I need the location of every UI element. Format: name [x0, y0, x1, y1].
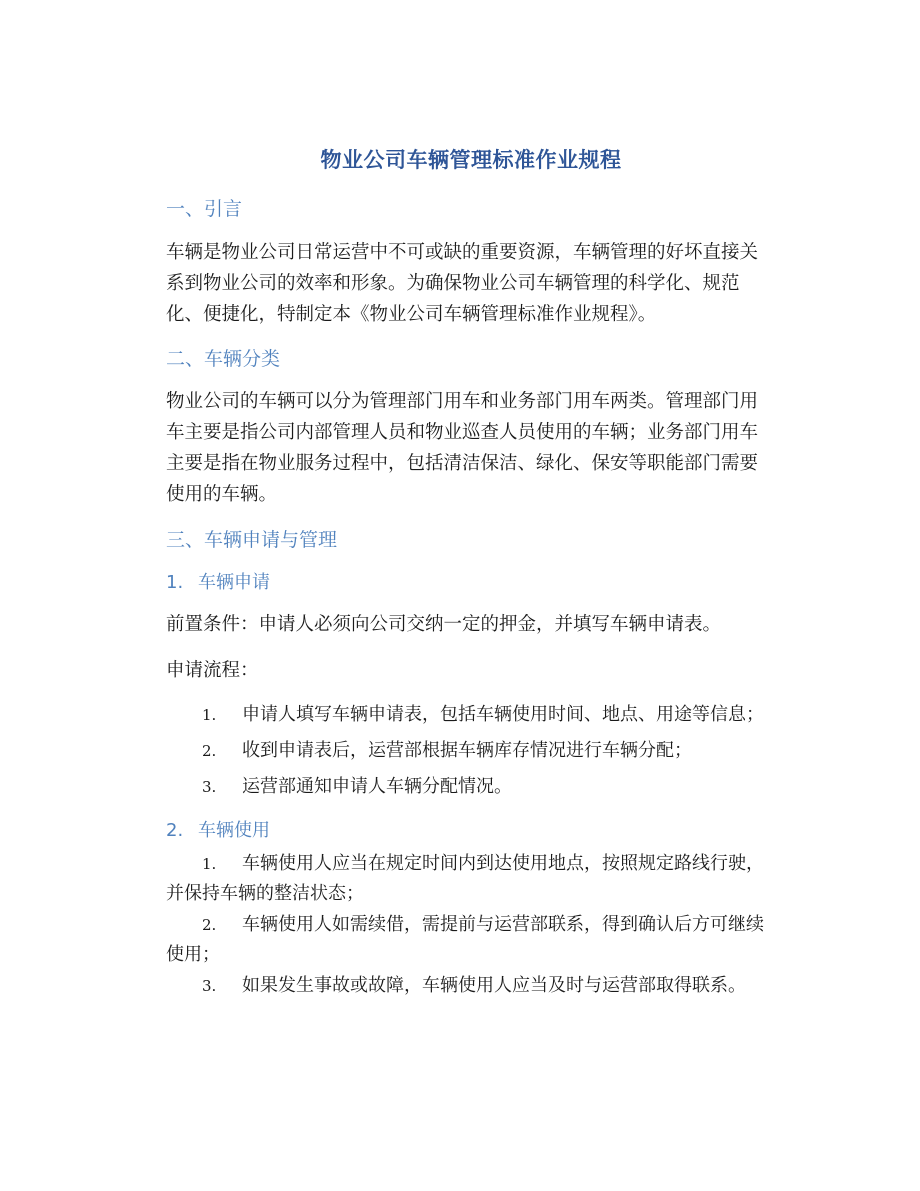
section-heading-application-management: 三、车辆申请与管理 — [166, 529, 338, 551]
subsection-heading-vehicle-application — [166, 569, 776, 597]
classification-paragraph: 物业公司的车辆可以分为管理部门用车和业务部门用车两类。管理部门用车主要是指公司内部管理人员和物业巡查人员使用的车辆；业务部门用车主要是指在物业服务过程中，包括清洁保洁、绿化、保安等职能部门需要使用的车辆。 — [166, 391, 759, 505]
list-item-number: 3. — [202, 977, 217, 995]
subsection-number: 1. — [166, 572, 184, 593]
precondition-paragraph: 前置条件：申请人必须向公司交纳一定的押金，并填写车辆申请表。 — [166, 614, 722, 635]
intro-paragraph: 车辆是物业公司日常运营中不可或缺的重要资源，车辆管理的好坏直接关系到物业公司的效率和形象。为确保物业公司车辆管理的科学化、规范化、便捷化，特制定本《物业公司车辆管理标准作业规程》。 — [166, 242, 759, 325]
list-item — [166, 700, 776, 730]
section-heading-intro: 一、引言 — [166, 198, 243, 220]
list-item-number: 2. — [202, 916, 217, 934]
section-heading-vehicle-classification: 二、车辆分类 — [166, 348, 281, 370]
list-item-number: 3. — [202, 778, 217, 796]
list-item — [166, 910, 776, 969]
document-page — [166, 140, 776, 1001]
list-item-number: 2. — [202, 742, 217, 760]
application-process-list — [166, 700, 776, 802]
vehicle-usage-list — [166, 849, 776, 1001]
process-label: 申请流程： — [166, 660, 259, 681]
list-item — [166, 971, 776, 1001]
list-item-text: 运营部通知申请人车辆分配情况。 — [242, 776, 512, 797]
list-item-text: 收到申请表后，运营部根据车辆库存情况进行车辆分配； — [242, 740, 692, 761]
subsection-title: 车辆申请 — [198, 572, 270, 593]
list-item-number: 1. — [202, 706, 217, 724]
subsection-heading-vehicle-usage — [166, 817, 776, 845]
list-item — [166, 849, 776, 908]
list-item-number: 1. — [202, 855, 217, 873]
list-item-text: 如果发生事故或故障，车辆使用人应当及时与运营部取得联系。 — [242, 975, 746, 996]
list-item-text: 车辆使用人应当在规定时间内到达使用地点，按照规定路线行驶，并保持车辆的整洁状态； — [166, 853, 764, 904]
subsection-number: 2. — [166, 820, 184, 841]
subsection-title: 车辆使用 — [198, 820, 270, 841]
list-item — [166, 736, 776, 766]
document-title: 物业公司车辆管理标准作业规程 — [320, 148, 622, 172]
list-item-text: 申请人填写车辆申请表，包括车辆使用时间、地点、用途等信息； — [242, 704, 764, 725]
list-item-text: 车辆使用人如需续借，需提前与运营部联系，得到确认后方可继续使用； — [166, 914, 764, 965]
list-item — [166, 772, 776, 802]
